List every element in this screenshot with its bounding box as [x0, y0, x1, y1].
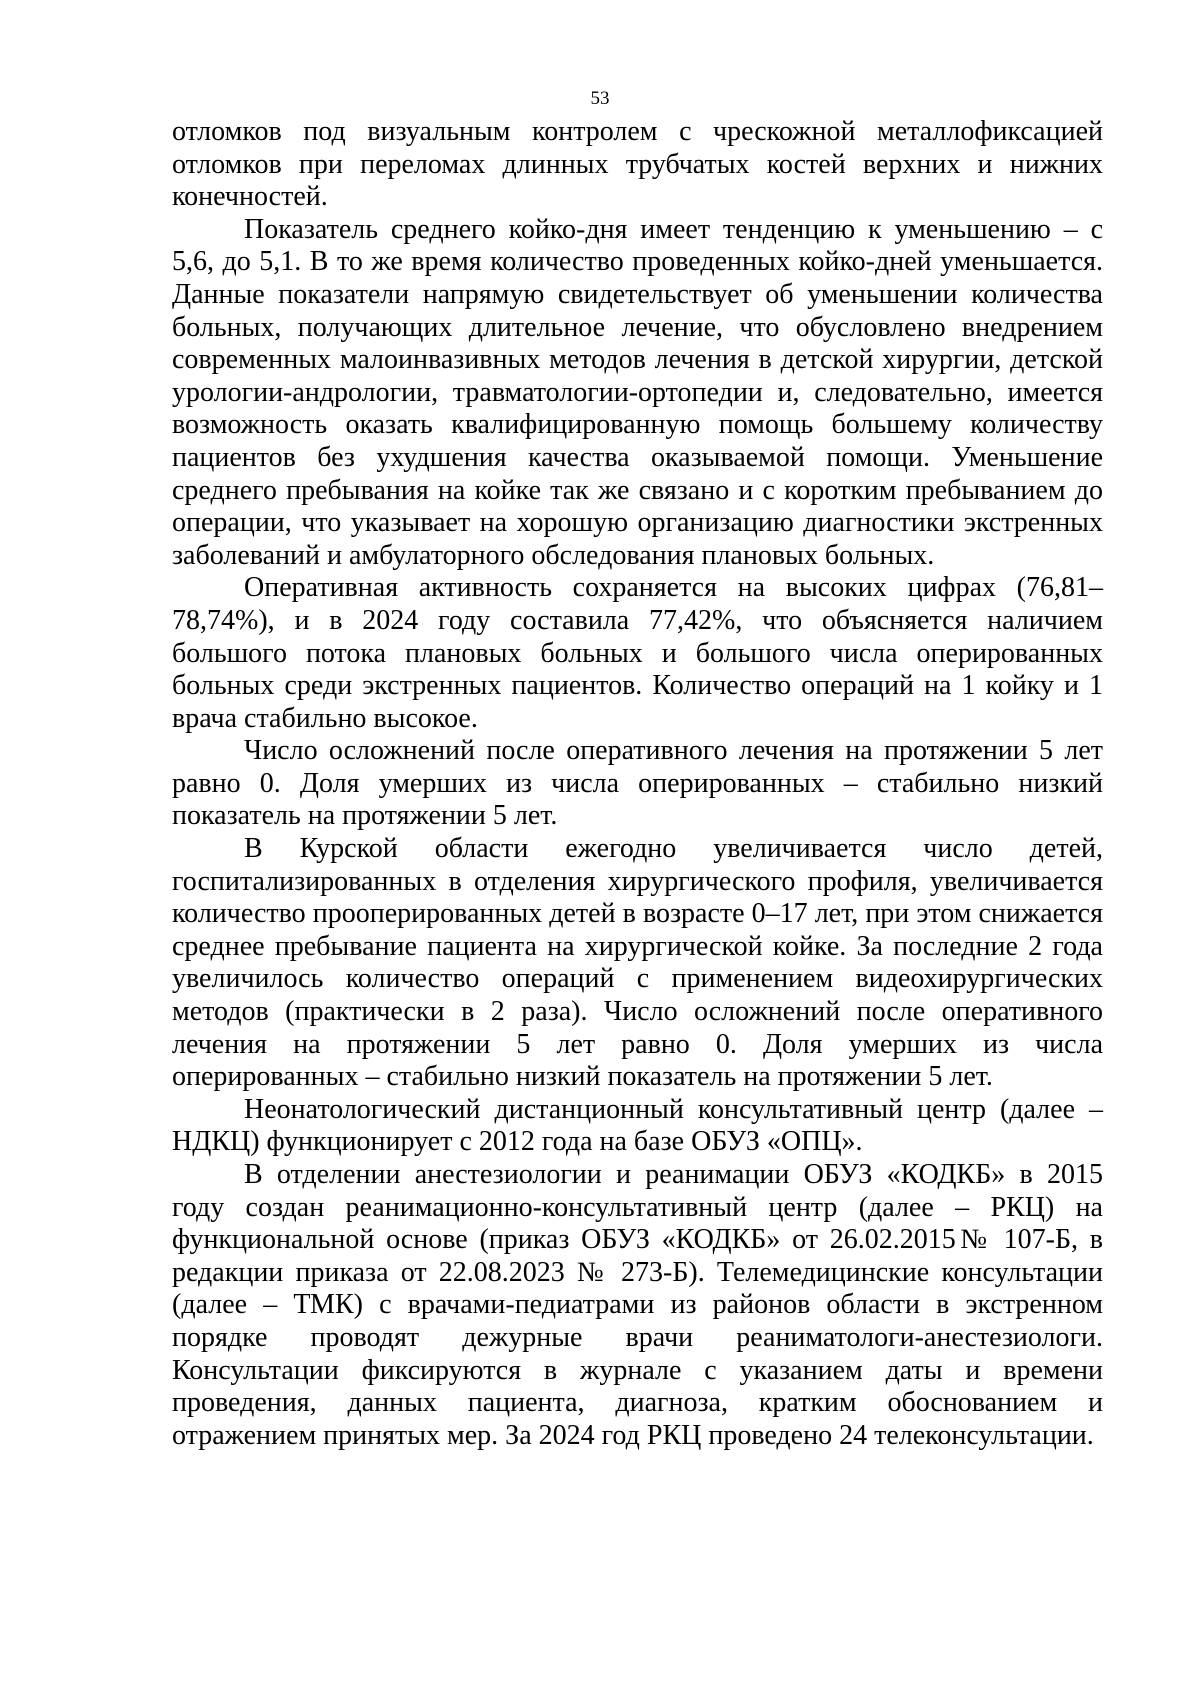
paragraph-ndkc: Неонатологический дистанционный консультативный центр (далее – НДКЦ) функционирует с 2012 года на базе ОБУЗ «ОПЦ». — [172, 1093, 1103, 1158]
document-body — [172, 116, 1103, 1452]
paragraph-bed-day-indicator: Показатель среднего койко-дня имеет тенденцию к уменьшению – с 5,6, до 5,1. В то же время количество проведенных койко-дней уменьшается. Данные показатели напрямую свидетельствует об уменьшении количества больных, получающих длительное лечение, что обусловлено внедрением современных малоинвазивных методов лечения в детской хирургии, детской урологии-андрологии, травматологии-ортопедии и, следовательно, имеется возможность оказать квалифицированную помощь большему количеству пациентов без ухудшения качества оказываемой помощи. Уменьшение среднего пребывания на койке так же связано и с коротким пребыванием до операции, что указывает на хорошую организацию диагностики экстренных заболеваний и амбулаторного обследования плановых больных. — [172, 213, 1103, 571]
paragraph-continuation: отломков под визуальным контролем с чрескожной металлофиксацией отломков при переломах длинных трубчатых костей верхних и нижних конечностей. — [172, 116, 1103, 213]
paragraph-kursk-region: В Курской области ежегодно увеличивается число детей, госпитализированных в отделения хирургического профиля, увеличивается количество прооперированных детей в возрасте 0–17 лет, при этом снижается среднее пребывание пациента на хирургической койке. За последние 2 года увеличилось количество операций с применением видеохирургических методов (практически в 2 раза). Число осложнений после оперативного лечения на протяжении 5 лет равно 0. Доля умерших из числа оперированных – стабильно низкий показатель на протяжении 5 лет. — [172, 833, 1103, 1093]
page-number: 53 — [590, 88, 610, 109]
paragraph-surgical-activity: Оперативная активность сохраняется на высоких цифрах (76,81–78,74%), и в 2024 году составила 77,42%, что объясняется наличием большого потока плановых больных и большого числа оперированных больных среди экстренных пациентов. Количество операций на 1 койку и 1 врача стабильно высокое. — [172, 572, 1103, 734]
paragraph-rkc: В отделении анестезиологии и реанимации ОБУЗ «КОДКБ» в 2015 году создан реанимационно-консультативный центр (далее – РКЦ) на функциональной основе (приказ ОБУЗ «КОДКБ» от 26.02.2015№ 107-Б, в редакции приказа от 22.08.2023 № 273-Б). Телемедицинские консультации (далее – ТМК) с врачами-педиатрами из районов области в экстренном порядке проводят дежурные врачи реаниматологи-анестезиологи. Консультации фиксируются в журнале с указанием даты и времени проведения, данных пациента, диагноза, кратким обоснованием и отражением принятых мер. За 2024 год РКЦ проведено 24 телеконсультации. — [172, 1159, 1103, 1451]
paragraph-complications: Число осложнений после оперативного лечения на протяжении 5 лет равно 0. Доля умерших из числа оперированных – стабильно низкий показатель на протяжении 5 лет. — [172, 735, 1103, 832]
